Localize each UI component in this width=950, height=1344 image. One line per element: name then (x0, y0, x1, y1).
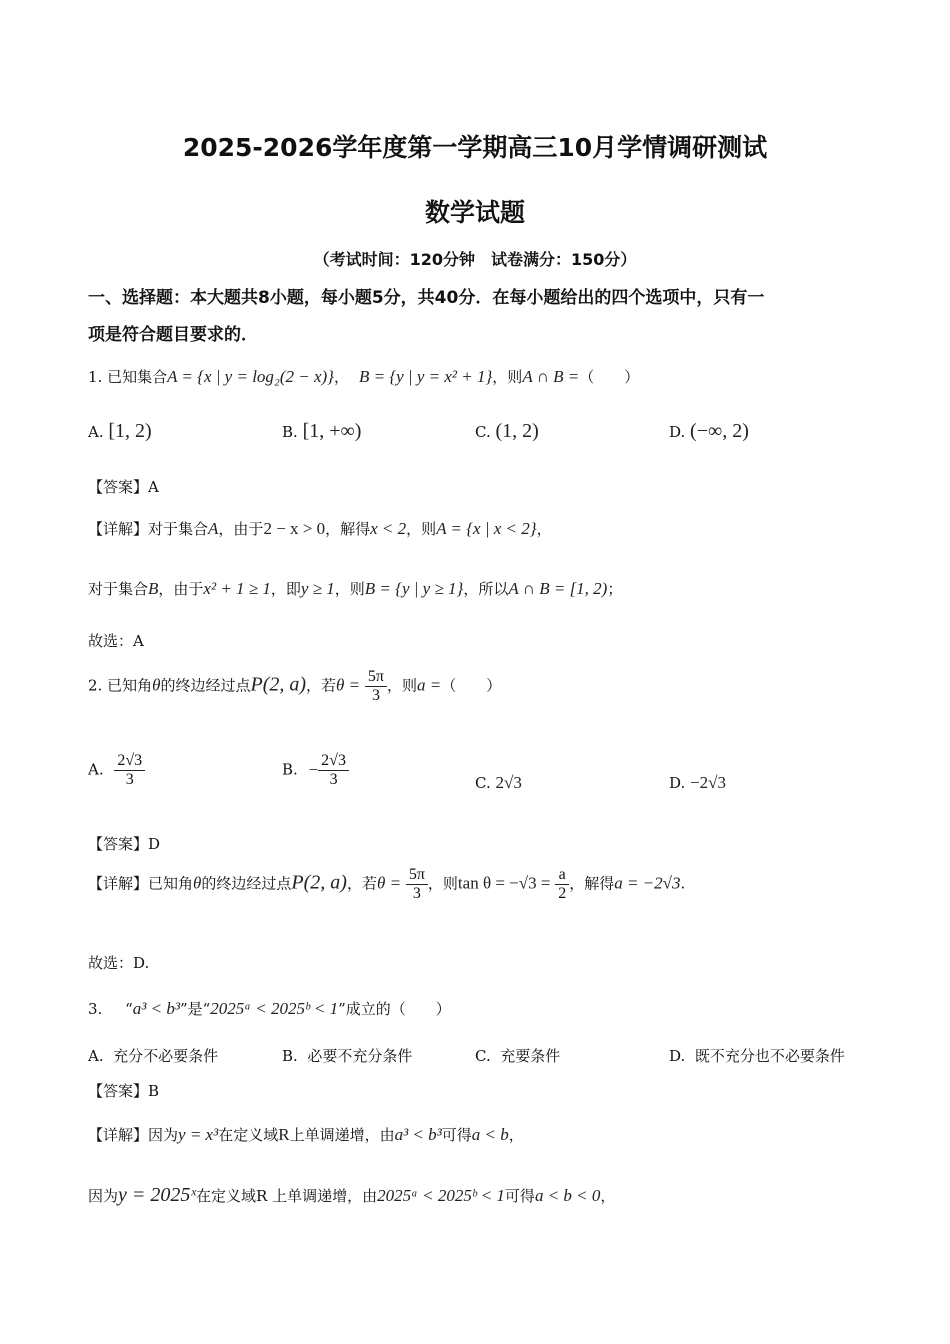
question-3-stem: 3. “a³ < b³”是“2025ᵃ < 2025ᵇ < 1”成立的（ ） (88, 999, 451, 1018)
section-heading-line1: 一、选择题：本大题共8小题，每小题5分，共40分．在每小题给出的四个选项中，只有一 (88, 288, 765, 308)
q3-answer: 【答案】B (88, 1082, 160, 1100)
q2-option-d: D. −2√3 (669, 773, 726, 792)
q3-detail-line1: 【详解】因为y = x³在定义域R上单调递增，由a³ < b³可得a < b， (88, 1125, 524, 1144)
q2-option-a: A. $\frac{2√3}{3}$ (88, 752, 145, 789)
section-heading-line2: 项是符合题目要求的． (88, 325, 258, 345)
q2-option-c: C. 2√3 (475, 773, 522, 792)
exam-info: （考试时间：120分钟 试卷满分：150分） (313, 250, 637, 269)
q1-choose: 故选：A (88, 632, 144, 650)
question-1-stem: 1. 已知集合A = {x | y = log₂(2 − x)}， B = {y | y = x² + 1}，则A ∩ B =（ ） (88, 367, 640, 386)
q1-detail-line1: 【详解】对于集合A，由于2 − x > 0，解得x < 2，则A = {x | x < 2}， (88, 519, 552, 538)
q2-option-b: B. − $\frac{2√3}{3}$ (282, 752, 349, 789)
question-2-stem: 2. 已知角θ的终边经过点P(2, a)，若θ = $\frac{5\pi}{3}$ ，则a =（ ） (88, 668, 502, 704)
q3-detail-line2: 因为y = 2025ˣ在定义域R 上单调递增，由2025ᵃ < 2025ᵇ < 1可得a < b < 0， (88, 1184, 616, 1206)
exam-title: 2025-2026学年度第一学期高三10月学情调研测试 (182, 133, 768, 162)
q1-option-b: B. [1, +∞) (282, 420, 362, 442)
q3-option-c: C. 充要条件 (475, 1047, 561, 1065)
q1-option-c: C. (1, 2) (475, 420, 539, 442)
q3-option-a: A. 充分不必要条件 (88, 1047, 219, 1065)
q2-choose: 故选：D. (88, 954, 150, 972)
q2-detail: 【详解】已知角θ的终边经过点P(2, a)，若θ = $\frac{5\pi}{3}$ ，则tan θ = −√3 = $\frac{a}{2}$ ，解得a = −2√3. (88, 866, 686, 902)
q1-answer: 【答案】A (88, 478, 159, 496)
subject-title: 数学试题 (424, 198, 525, 227)
q1-detail-line2: 对于集合B，由于x² + 1 ≥ 1，即y ≥ 1，则B = {y | y ≥ 1}，所以A ∩ B = [1, 2)； (88, 579, 623, 598)
q2-answer: 【答案】D (88, 835, 161, 853)
question-number: 3. (88, 1000, 103, 1018)
q1-option-d: D. (−∞, 2) (669, 420, 749, 442)
question-number: 1. (88, 368, 103, 386)
question-number: 2. (88, 676, 103, 695)
q1-option-a: A. [1, 2) (88, 420, 152, 442)
q3-option-d: D. 既不充分也不必要条件 (669, 1047, 845, 1065)
q2-theta-fraction: $\frac{5\pi}{3}$ (365, 668, 387, 705)
q3-option-b: B. 必要不充分条件 (282, 1047, 413, 1065)
